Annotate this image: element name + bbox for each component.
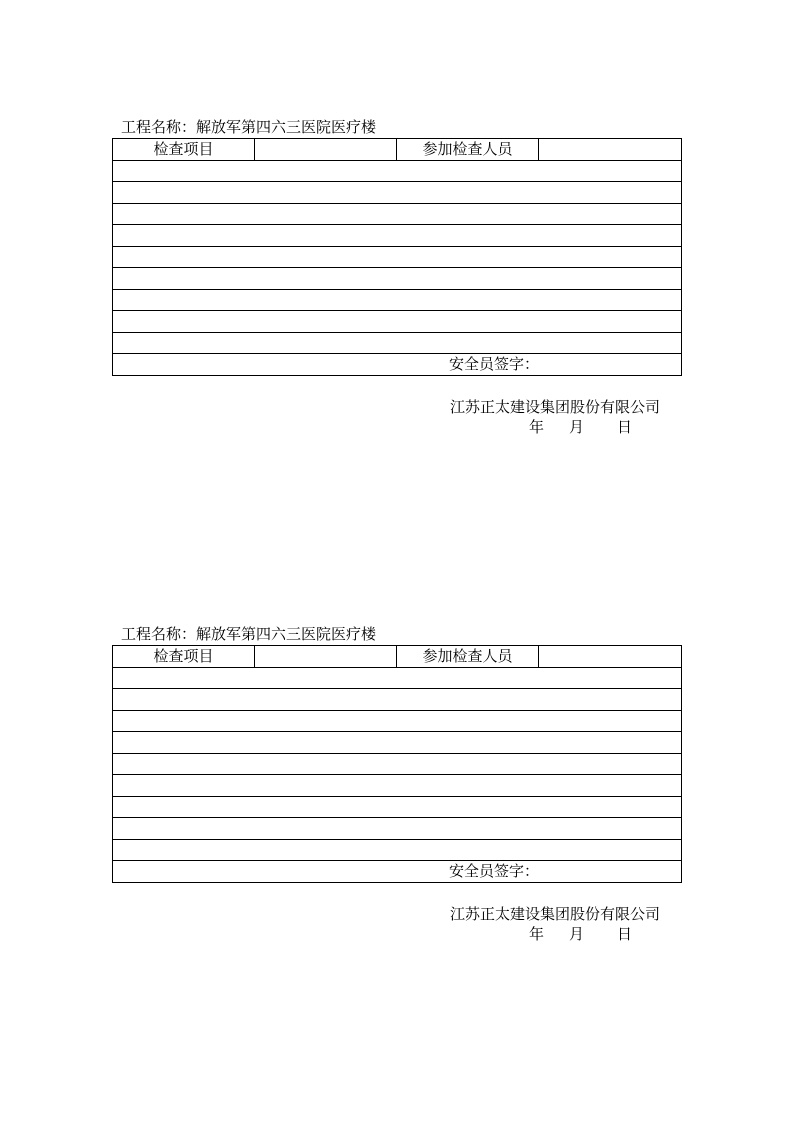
table-header-row xyxy=(113,646,682,668)
blank-row-cell[interactable] xyxy=(113,225,682,247)
blank-row-cell[interactable] xyxy=(113,160,682,182)
date-day-label: 日 xyxy=(617,418,633,436)
blank-row-cell[interactable] xyxy=(113,268,682,290)
table-row xyxy=(113,182,682,204)
blank-row-cell[interactable] xyxy=(113,667,682,689)
table-row xyxy=(113,311,682,333)
table-row xyxy=(113,753,682,775)
table-row xyxy=(113,667,682,689)
table-row xyxy=(113,710,682,732)
signature-row xyxy=(113,861,682,883)
participants-label: 参加检查人员 xyxy=(397,646,539,668)
inspection-item-value[interactable] xyxy=(255,646,397,668)
blank-row-cell[interactable] xyxy=(113,818,682,840)
table-row xyxy=(113,689,682,711)
blank-row-cell[interactable] xyxy=(113,203,682,225)
blank-row-cell[interactable] xyxy=(113,311,682,333)
table-row xyxy=(113,818,682,840)
participants-label: 参加检查人员 xyxy=(397,139,539,161)
blank-row-cell[interactable] xyxy=(113,246,682,268)
blank-row-cell[interactable] xyxy=(113,753,682,775)
date-month-label: 月 xyxy=(569,925,585,943)
table-row xyxy=(113,225,682,247)
participants-value[interactable] xyxy=(539,646,682,668)
table-row xyxy=(113,775,682,797)
blank-row-cell[interactable] xyxy=(113,796,682,818)
table-row xyxy=(113,160,682,182)
inspection-table xyxy=(112,645,682,883)
safety-signature-label: 安全员签字： xyxy=(449,355,540,373)
inspection-item-label: 检查项目 xyxy=(113,646,255,668)
project-name-label: 工程名称：解放军第四六三医院医疗楼 xyxy=(121,625,377,643)
inspection-table xyxy=(112,138,682,376)
table-row xyxy=(113,246,682,268)
blank-row-cell[interactable] xyxy=(113,332,682,354)
company-name: 江苏正太建设集团股份有限公司 xyxy=(450,905,661,923)
table-row xyxy=(113,732,682,754)
safety-signature-label: 安全员签字： xyxy=(449,862,540,880)
blank-row-cell[interactable] xyxy=(113,775,682,797)
date-year-label: 年 xyxy=(529,418,545,436)
inspection-item-value[interactable] xyxy=(255,139,397,161)
blank-row-cell[interactable] xyxy=(113,182,682,204)
table-header-row xyxy=(113,139,682,161)
table-row xyxy=(113,839,682,861)
blank-row-cell[interactable] xyxy=(113,289,682,311)
table-row xyxy=(113,203,682,225)
table-row xyxy=(113,332,682,354)
inspection-item-label: 检查项目 xyxy=(113,139,255,161)
blank-row-cell[interactable] xyxy=(113,710,682,732)
safety-signature-cell[interactable] xyxy=(113,861,682,883)
date-month-label: 月 xyxy=(569,418,585,436)
blank-row-cell[interactable] xyxy=(113,689,682,711)
safety-signature-cell[interactable] xyxy=(113,354,682,376)
company-name: 江苏正太建设集团股份有限公司 xyxy=(450,398,661,416)
blank-row-cell[interactable] xyxy=(113,839,682,861)
table-row xyxy=(113,796,682,818)
project-name-label: 工程名称：解放军第四六三医院医疗楼 xyxy=(121,118,377,136)
table-row xyxy=(113,289,682,311)
date-year-label: 年 xyxy=(529,925,545,943)
table-row xyxy=(113,268,682,290)
date-day-label: 日 xyxy=(617,925,633,943)
signature-row xyxy=(113,354,682,376)
participants-value[interactable] xyxy=(539,139,682,161)
blank-row-cell[interactable] xyxy=(113,732,682,754)
